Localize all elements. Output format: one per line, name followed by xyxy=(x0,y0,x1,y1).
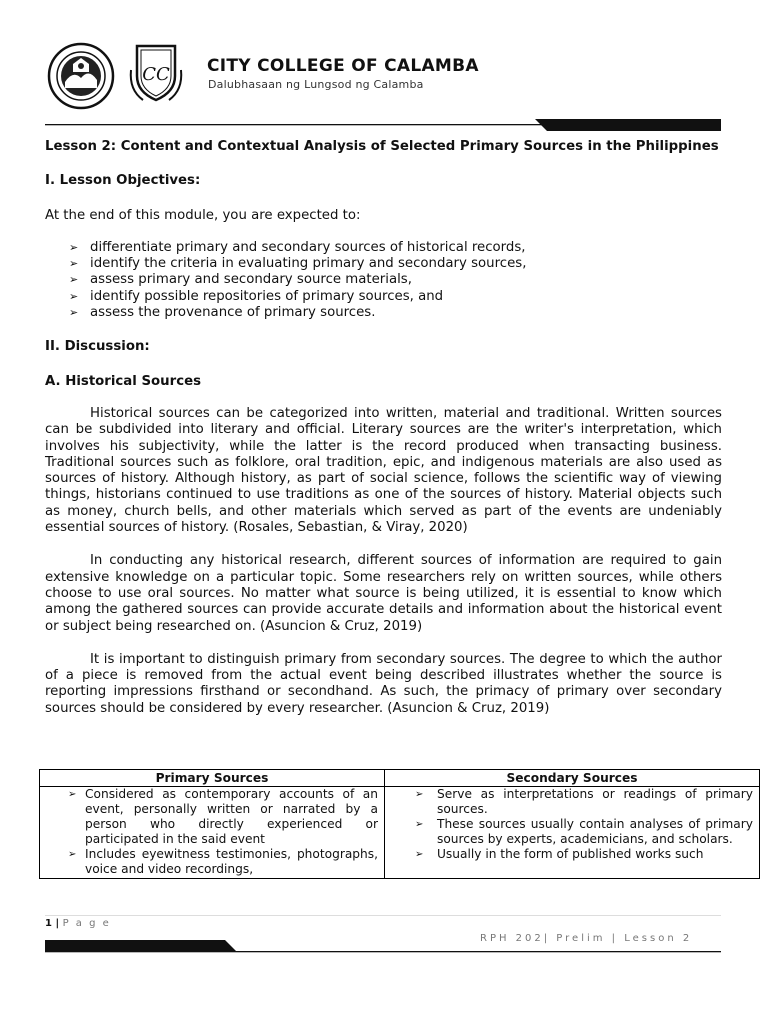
table-row: ➢ These sources usually contain analyses of primary sources by experts, academicians, and scholars. xyxy=(415,817,753,846)
arrow-bullet-icon: ➢ xyxy=(69,257,79,271)
paragraph: It is important to distinguish primary from secondary sources. The degree to which the author of a piece is removed from the actual event being described illustrates whether the source is reporting impressions firsthand or secondhand. As such, the primacy of primary over secondary sources should be considered by every researcher. (Asuncion & Cruz, 2019) xyxy=(45,651,722,716)
list-item: ➢ identify possible repositories of primary sources, and xyxy=(69,288,444,304)
discussion-heading: II. Discussion: xyxy=(45,339,150,355)
list-item: ➢ assess primary and secondary source materials, xyxy=(69,272,412,288)
arrow-bullet-icon: ➢ xyxy=(68,849,77,860)
list-item: ➢ differentiate primary and secondary sources of historical records, xyxy=(69,239,526,255)
arrow-bullet-icon: ➢ xyxy=(415,789,424,800)
lesson-title: Lesson 2: Content and Contextual Analysis of Selected Primary Sources in the Philippines xyxy=(45,139,719,154)
header-divider xyxy=(45,119,721,133)
page-word: P a g e xyxy=(62,918,111,929)
arrow-bullet-icon: ➢ xyxy=(415,819,424,830)
list-item: ➢ assess the provenance of primary sources. xyxy=(69,305,376,321)
lesson-objectives-heading: I. Lesson Objectives: xyxy=(45,173,201,189)
paragraph: In conducting any historical research, different sources of information are required to gain extensive knowledge on a particular topic. Some researchers rely on written sources, while others choose to use oral sources. No matter what source is being utilized, it is essential to know which among the gathered sources can provide accurate details and information about the historical event or subject being researched on. (Asuncion & Cruz, 2019) xyxy=(45,553,722,634)
svg-text:CC: CC xyxy=(142,64,170,85)
table-row: ➢ Considered as contemporary accounts of an event, personally written or narrated by a person who directly experienced or participated in the said event xyxy=(68,787,378,846)
calamba-city-seal-logo xyxy=(47,42,115,110)
historical-sources-heading: A. Historical Sources xyxy=(45,373,202,389)
paragraph: Historical sources can be categorized into written, material and traditional. Written sources can be subdivided into literary and official. Literary sources are the writer's interpretation, which involves his subjectivity, while the latter is the record produced when transacting business. Traditional sources such as folklore, oral tradition, epic, and indigenous materials are also used as sources of history. Although history, as part of social science, follows the scientific way of viewing things, historians continued to use traditions as one of the sources of history. Material objects such as money, church bells, and other materials which served as part of the events are undeniably essential sources of history. (Rosales, Sebastian, & Viray, 2020) xyxy=(45,405,722,536)
arrow-bullet-icon: ➢ xyxy=(69,240,79,254)
table-row: ➢ Serve as interpretations or readings of primary sources. xyxy=(415,787,753,816)
primary-sources-column xyxy=(40,770,385,878)
page-number-label: 1 | P a g e xyxy=(45,918,111,929)
footer-divider xyxy=(45,915,721,916)
table-row: ➢ Includes eyewitness testimonies, photographs, voice and video recordings, xyxy=(68,847,378,876)
list-item: ➢ identify the criteria in evaluating primary and secondary sources, xyxy=(69,256,527,272)
objectives-list xyxy=(45,240,722,321)
primary-sources-header: Primary Sources xyxy=(40,770,384,787)
sources-comparison-table xyxy=(39,769,760,879)
lesson-content xyxy=(45,137,722,717)
table-row: ➢ Usually in the form of published works such xyxy=(415,847,704,861)
footer-bar xyxy=(45,940,721,954)
arrow-bullet-icon: ➢ xyxy=(69,306,79,320)
college-subtitle: Dalubhasaan ng Lungsod ng Calamba xyxy=(208,78,424,91)
ccc-crest-logo xyxy=(123,40,189,106)
page-number: 1 xyxy=(45,918,52,929)
arrow-bullet-icon: ➢ xyxy=(415,849,424,860)
secondary-sources-column xyxy=(385,770,759,878)
secondary-sources-header: Secondary Sources xyxy=(385,770,759,787)
arrow-bullet-icon: ➢ xyxy=(68,789,77,800)
arrow-bullet-icon: ➢ xyxy=(69,289,79,303)
college-name: CITY COLLEGE OF CALAMBA xyxy=(207,56,479,76)
arrow-bullet-icon: ➢ xyxy=(69,273,79,287)
course-label: RPH 202| Prelim | Lesson 2 xyxy=(480,933,693,944)
objectives-intro: At the end of this module, you are expected to: xyxy=(45,207,361,223)
